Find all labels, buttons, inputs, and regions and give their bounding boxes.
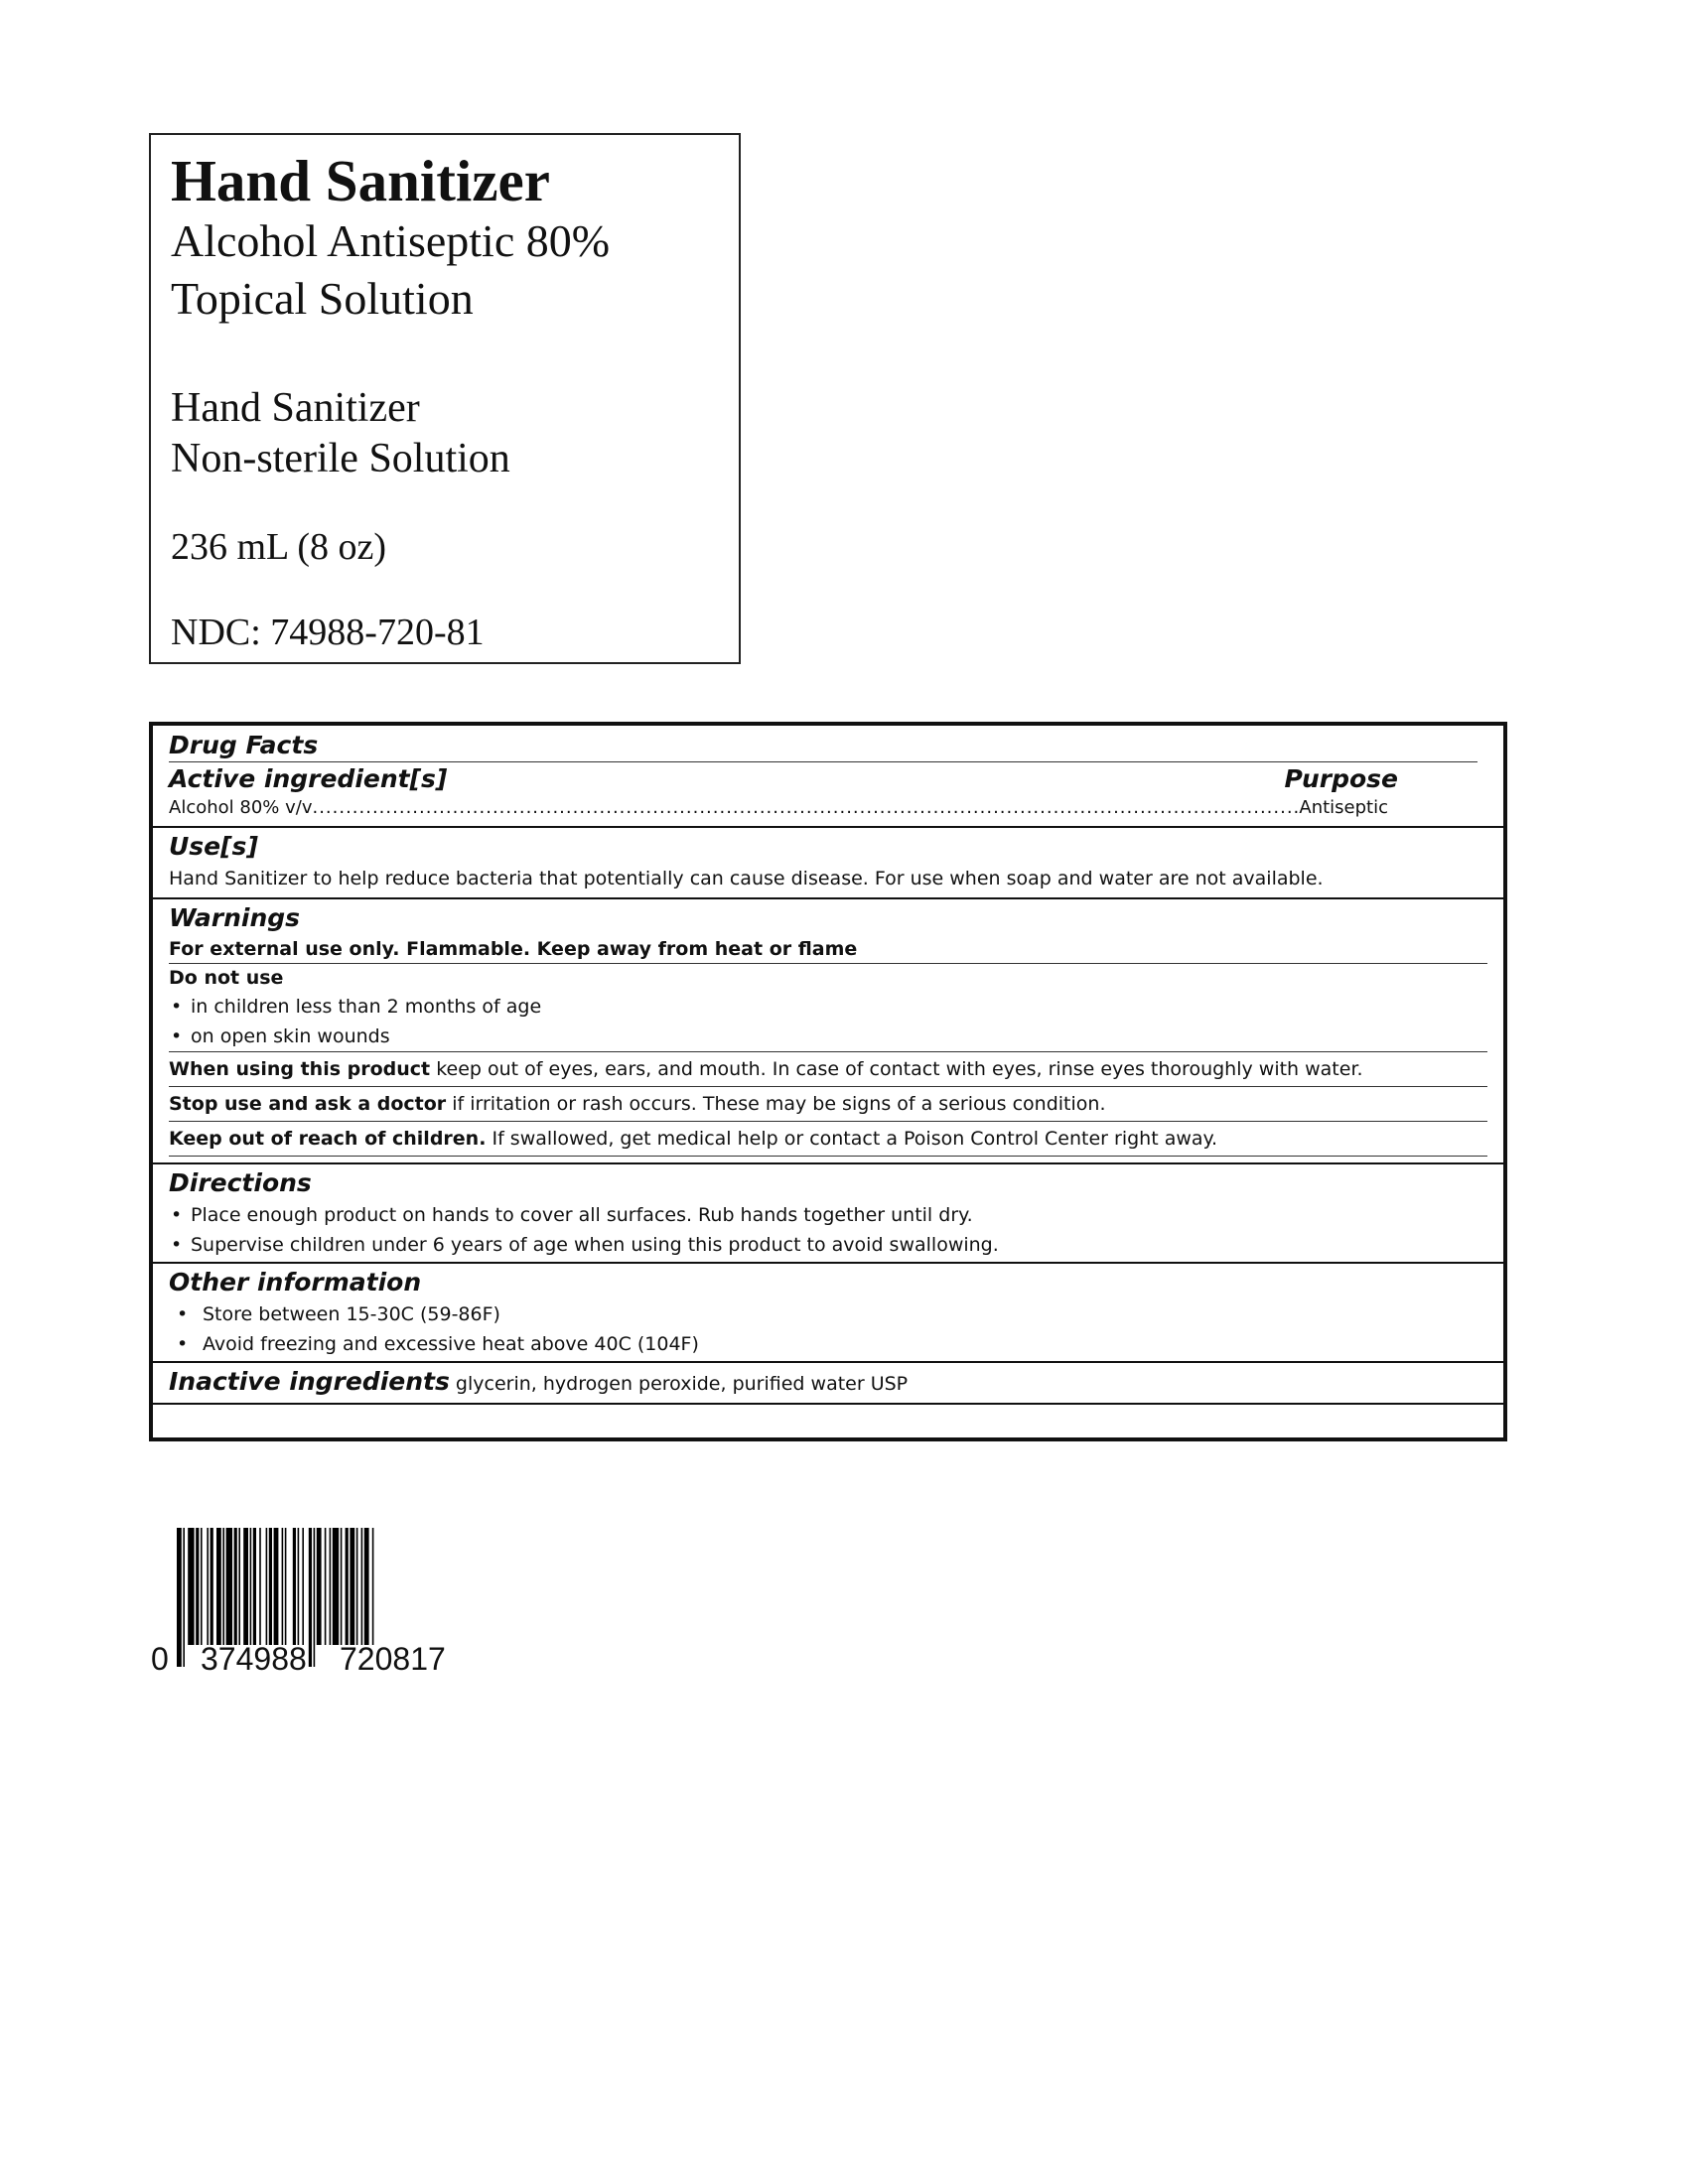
barcode-bar xyxy=(222,1528,224,1645)
barcode-bar xyxy=(274,1528,279,1645)
barcode-bar xyxy=(250,1528,252,1645)
barcode-bar xyxy=(346,1528,349,1645)
active-ingredient-label: Active ingredient[s] xyxy=(169,764,448,793)
barcode-bar xyxy=(253,1528,256,1645)
warning-external-use: For external use only. Flammable. Keep away from heat or flame xyxy=(169,935,1487,964)
barcode-digits-group2: 720817 xyxy=(340,1641,446,1677)
directions-label: Directions xyxy=(169,1168,312,1197)
product-title: Hand Sanitizer xyxy=(171,148,550,213)
barcode-bar xyxy=(207,1528,209,1645)
other-information-label: Other information xyxy=(169,1268,422,1297)
barcode-bar xyxy=(317,1528,322,1645)
barcode-bar xyxy=(314,1528,316,1667)
upc-barcode xyxy=(149,1524,477,1685)
stop-use-warning: Stop use and ask a doctor if irritation or rash occurs. These may be signs of a serious condition. xyxy=(169,1087,1487,1122)
barcode-bar xyxy=(188,1528,194,1645)
barcode-bar xyxy=(293,1528,296,1645)
barcode-bar xyxy=(364,1528,369,1645)
list-item: • Place enough product on hands to cover all surfaces. Rub hands together until dry. xyxy=(171,1204,973,1226)
barcode-bar xyxy=(285,1528,287,1645)
list-item: • in children less than 2 months of age xyxy=(171,996,542,1018)
list-item: • on open skin wounds xyxy=(169,1022,1487,1052)
barcode-bar xyxy=(226,1528,232,1645)
list-item: • Supervise children under 6 years of age when using this product to avoid swallowing. xyxy=(171,1234,999,1256)
keep-out-of-reach-warning: Keep out of reach of children. If swallowed, get medical help or contact a Poison Control Center right away. xyxy=(169,1122,1487,1157)
when-using-warning: When using this product keep out of eyes, ears, and mouth. In case of contact with eyes, rinse eyes thoroughly with water. xyxy=(169,1052,1487,1087)
product-subtitle-2: Topical Solution xyxy=(171,272,474,324)
barcode-bar xyxy=(177,1528,182,1667)
empty-row xyxy=(153,1405,1503,1440)
barcode-bar xyxy=(309,1528,312,1667)
drug-facts-panel xyxy=(149,722,1507,1441)
barcode-bar xyxy=(361,1528,363,1645)
uses-text: Hand Sanitizer to help reduce bacteria that potentially can cause disease. For use when soap and water are not available. xyxy=(169,868,1324,889)
product-volume: 236 mL (8 oz) xyxy=(171,525,387,568)
inactive-ingredients: Inactive ingredients glycerin, hydrogen peroxide, purified water USP xyxy=(169,1367,909,1396)
barcode-bar xyxy=(325,1528,327,1645)
barcode-bar xyxy=(302,1528,304,1645)
product-name-line: Hand Sanitizer xyxy=(171,384,420,431)
barcode-bar xyxy=(330,1528,332,1645)
product-subtitle-1: Alcohol Antiseptic 80% xyxy=(171,214,611,266)
barcode-bar xyxy=(259,1528,261,1645)
barcode-bar xyxy=(282,1528,284,1645)
barcode-bar xyxy=(372,1528,374,1645)
barcode-bar xyxy=(266,1528,268,1645)
purpose-label: Purpose xyxy=(1284,764,1398,793)
warnings-label: Warnings xyxy=(169,903,301,932)
product-ndc: NDC: 74988-720-81 xyxy=(171,611,485,653)
barcode-bar xyxy=(298,1528,300,1645)
product-sterility-line: Non-sterile Solution xyxy=(171,435,510,481)
barcode-bar xyxy=(234,1528,237,1645)
barcode-bar xyxy=(238,1528,240,1645)
product-label-panel xyxy=(149,133,741,664)
uses-label: Use[s] xyxy=(169,832,258,861)
do-not-use-label: Do not use xyxy=(169,967,284,989)
purpose-value: Antiseptic xyxy=(1299,797,1388,818)
barcode-bar xyxy=(269,1528,272,1645)
barcode-bar xyxy=(216,1528,221,1645)
leader-dots xyxy=(312,796,1299,820)
list-item: • Store between 15-30C (59-86F) xyxy=(177,1303,500,1325)
barcode-bar xyxy=(341,1528,343,1645)
barcode-bar xyxy=(183,1528,185,1667)
barcode-digits-group1: 374988 xyxy=(201,1641,307,1677)
barcode-bar xyxy=(333,1528,339,1645)
barcode-bar xyxy=(243,1528,248,1645)
barcode-bar xyxy=(356,1528,358,1645)
active-ingredient-value: Alcohol 80% v/v xyxy=(169,797,313,818)
barcode-bar xyxy=(350,1528,354,1645)
drug-facts-header: Drug Facts xyxy=(169,731,319,759)
list-item: • Avoid freezing and excessive heat above 40C (104F) xyxy=(177,1333,699,1355)
barcode-bar xyxy=(201,1528,203,1645)
barcode-digit-left: 0 xyxy=(151,1641,169,1677)
barcode-bar xyxy=(196,1528,199,1645)
barcode-bar xyxy=(211,1528,213,1645)
